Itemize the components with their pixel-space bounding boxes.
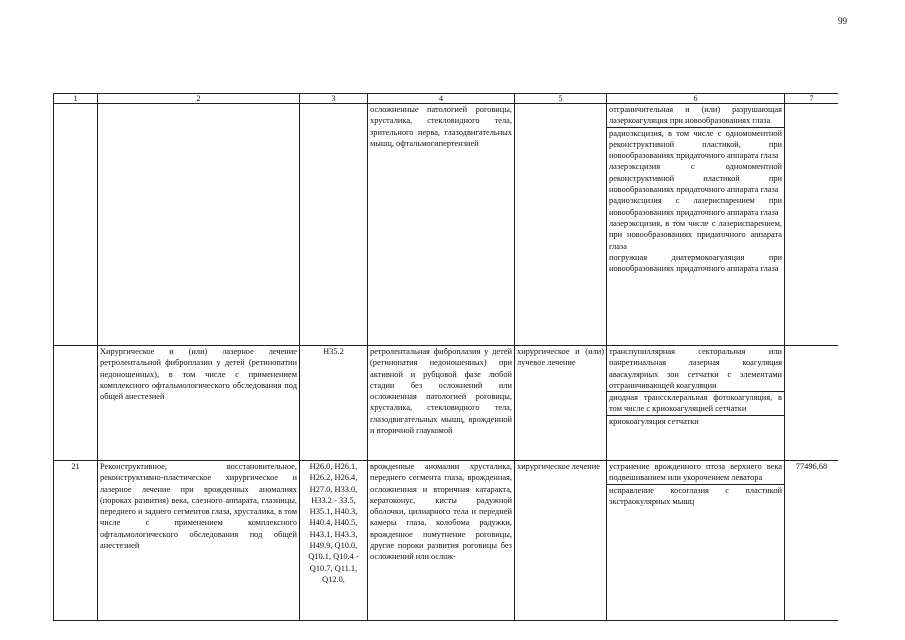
page-number: 99 — [838, 16, 847, 26]
cell-empty — [785, 346, 839, 461]
table-row-continued — [54, 104, 839, 346]
method-item: транспупиллярная секторальная или панретинальная лазерная коагуляция аваскулярных зон сетчатки с элементами отграничивающей коагуляции — [609, 347, 782, 390]
method-item: отграничительная и (или) разрушающая лазеркоагуляция при новообразованиях глаза — [609, 105, 782, 126]
cell-icd-codes: H26.0, H26.1, H26.2, H26.4, H27.0, H33.0, H33.2 - 33.5, H35.1, H40.3, H40.4, H40.5, H43.1, H43.3, H49.9, Q10.0, Q10.1, Q10.4 -Q10.7, Q11.1, Q12.0, — [300, 461, 368, 621]
cell-treatment-methods — [607, 346, 785, 461]
cell-model-patient: ретролентальная фиброплазия у детей (ретинопатия недоношенных) при активной и рубцовой фазе любой стадии без осложнений или осложненная патологией роговицы, хрусталика, стекловидного тела, глазодвигательных мышц, врожденной и вторичной глаукомой — [368, 346, 515, 461]
cell-empty — [300, 104, 368, 346]
cell-empty — [785, 104, 839, 346]
header-cell: 5 — [515, 94, 607, 104]
cell-treatment-type: хирургическое лечение — [515, 461, 607, 621]
cell-treatment-type: хирургическое и (или) лучевое лечение — [515, 346, 607, 461]
cell-empty — [54, 104, 98, 346]
cell-cost: 77496,68 — [785, 461, 839, 621]
cell-treatment-methods — [607, 104, 785, 346]
header-cell: 1 — [54, 94, 98, 104]
table-row-21 — [54, 461, 839, 621]
header-cell: 2 — [98, 94, 300, 104]
header-cell: 7 — [785, 94, 839, 104]
header-row — [54, 94, 839, 104]
cell-model-patient: врожденные аномалии хрусталика, переднего сегмента глаза, врожденная, осложненная и вторичная катаракта, кератоконус, кисты радужной оболочки, цилиарного тела и передней камеры глаза, колобома радужки, врожденное помутнение роговицы, другие пороки развития роговицы без осложнений или ослож- — [368, 461, 515, 621]
cell-model-patient: осложненные патологией роговицы, хрусталика, стекловидного тела, зрительного нерва, глазодвигательных мышц, офтальмогипертензией — [368, 104, 515, 346]
method-item: диодная транссклеральная фотокоагуляция, в том числе с криокоагуляцией сетчатки — [609, 393, 782, 414]
table-row-retinopathy — [54, 346, 839, 461]
cell-empty — [515, 104, 607, 346]
method-item: криокоагуляция сетчатки — [607, 415, 784, 427]
method-item: устранение врожденного птоза верхнего века подвешиванием или укорочением леватора — [609, 462, 782, 483]
header-cell: 3 — [300, 94, 368, 104]
header-cell: 4 — [368, 94, 515, 104]
cell-care-type: Хирургическое и (или) лазерное лечение ретролентальной фиброплазии у детей (ретинопатии недоношенных), в том числе с применением комплексного офтальмологического обследования под общей анестезией — [98, 346, 300, 461]
medical-care-table — [53, 93, 838, 633]
method-item: радиоэксцизия, в том числе с одномоментной реконструктивной пластикой, при новообразованиях придаточного аппарата глаза лазерэксцизия с одномоментной реконструктивной пластикой при новообразованиях придаточного аппарата глаза радиоэксцизия с лазериспарением при новообразованиях придаточного аппарата глаза лазерэксцизия, в том числе с лазериспарением, при новообразованиях придаточного аппарата глаза погружная диатермокоагуляция при новообразованиях придаточного аппарата глаза — [609, 128, 782, 274]
cell-empty — [98, 104, 300, 346]
cell-treatment-methods — [607, 461, 785, 621]
header-cell: 6 — [607, 94, 785, 104]
method-item: исправление косоглазия с пластикой экстраокулярных мышц — [609, 485, 782, 506]
cell-row-number: 21 — [54, 461, 98, 621]
cell-icd-codes: H35.2 — [300, 346, 368, 461]
cell-empty — [54, 346, 98, 461]
cell-care-type: Реконструктивное, восстановительное, реконструктивно-пластическое хирургическое и лазерное лечение при врожденных аномалиях (пороках развития) века, слезного аппарата, глазницы, переднего и заднего сегментов глаза, хрусталика, в том числе с применением комплексного офтальмологического обследования под общей анестезией — [98, 461, 300, 621]
